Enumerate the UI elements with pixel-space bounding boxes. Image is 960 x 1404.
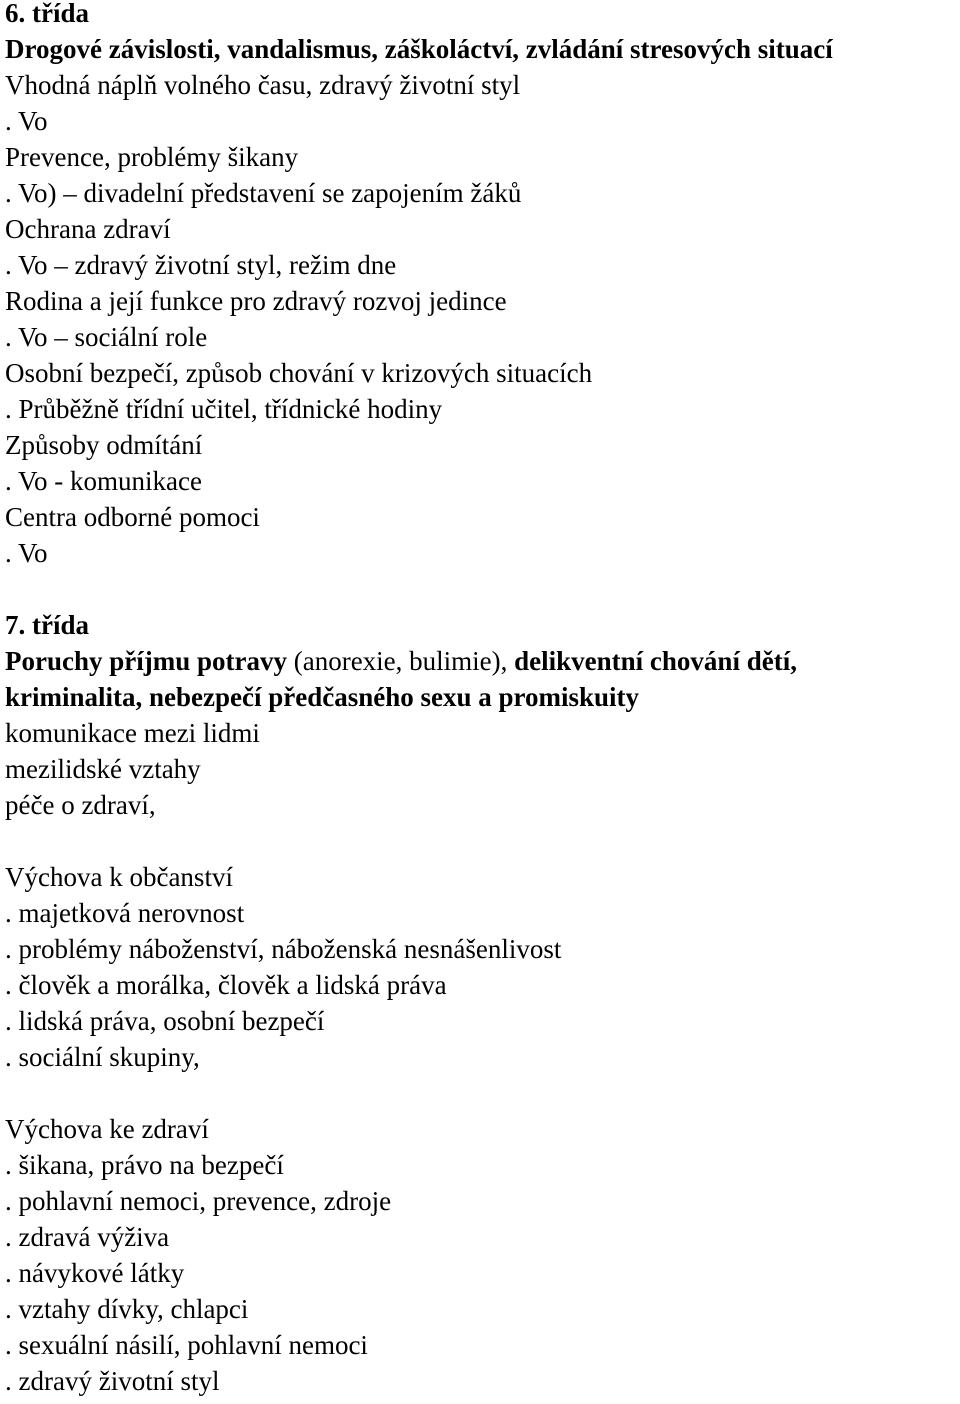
section-6-line: Rodina a její funkce pro zdravý rozvoj jedince [5,286,507,316]
section-7-intro-line: komunikace mezi lidmi [5,718,260,748]
topic-bold-2: delikventní chování dětí, [514,646,797,676]
civics-title: Výchova k občanství [5,862,233,892]
civics-item: . problémy náboženství, náboženská nesnášenlivost [5,934,562,964]
civics-item: . lidská práva, osobní bezpečí [5,1006,325,1036]
section-7-intro-line: péče o zdraví, [5,790,156,820]
health-item: . šikana, právo na bezpečí [5,1150,284,1180]
civics-item: . majetková nerovnost [5,898,245,928]
topic-bold-1: Poruchy příjmu potravy [5,646,287,676]
spacer [5,828,955,864]
section-6-line: . Vo - komunikace [5,466,202,496]
section-6-line: . Vo) – divadelní představení se zapojením žáků [5,178,522,208]
health-item: . pohlavní nemoci, prevence, zdroje [5,1186,392,1216]
health-item: . zdravá výživa [5,1222,170,1252]
section-6-line: Centra odborné pomoci [5,502,260,532]
section-6-line: Ochrana zdraví [5,214,171,244]
spacer [5,576,955,612]
section-6-line: . Průběžně třídní učitel, třídnické hodiny [5,394,443,424]
section-7-topics-line-2: kriminalita, nebezpečí předčasného sexu a promiskuity [5,682,640,712]
health-item: . sexuální násilí, pohlavní nemoci [5,1330,368,1360]
section-7-topics [5,648,955,684]
spacer [5,1080,955,1116]
civics-item: . člověk a morálka, člověk a lidská práva [5,970,447,1000]
section-6-topics: Drogové závislosti, vandalismus, záškoláctví, zvládání stresových situací [5,34,833,64]
section-6-line: . Vo – zdravý životní styl, režim dne [5,250,397,280]
section-6-line: Osobní bezpečí, způsob chování v krizových situacích [5,358,593,388]
section-6-line: . Vo [5,538,48,568]
health-item: . návykové látky [5,1258,185,1288]
health-item: . zdravý životní styl [5,1366,220,1396]
section-6-line: . Vo – sociální role [5,322,208,352]
section-6-line: . Vo [5,106,48,136]
topic-normal: (anorexie, bulimie), [286,646,515,676]
civics-item: . sociální skupiny, [5,1042,200,1072]
section-7-intro-line: mezilidské vztahy [5,754,201,784]
section-7-heading: 7. třída [5,610,89,640]
section-6-line: Způsoby odmítání [5,430,203,460]
section-6-line: Prevence, problémy šikany [5,142,299,172]
document [5,0,955,1404]
health-item: . vztahy dívky, chlapci [5,1294,249,1324]
health-title: Výchova ke zdraví [5,1114,209,1144]
section-6-line: Vhodná náplň volného času, zdravý životní styl [5,70,521,100]
section-6-heading: 6. třída [5,0,89,28]
